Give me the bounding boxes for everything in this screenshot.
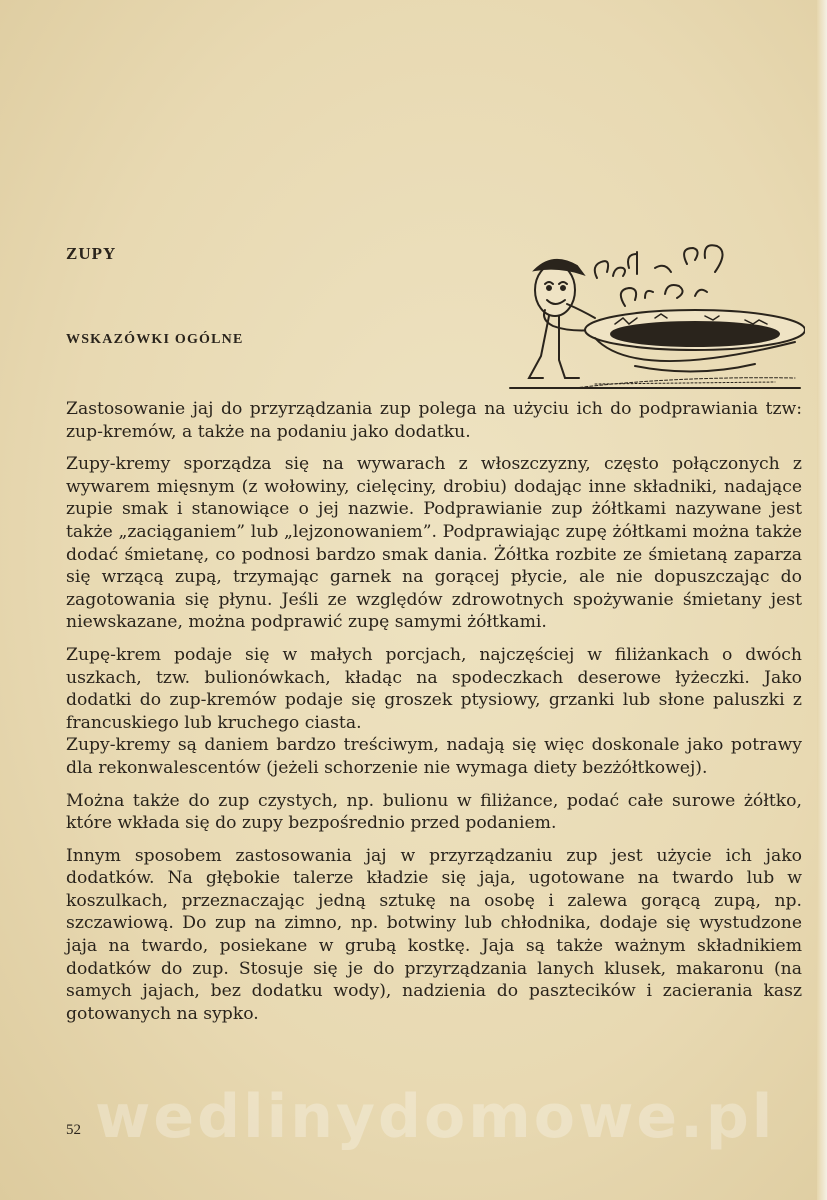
paragraph-zupy-kremy: Zupy-kremy sporządza się na wywarach z włoszczyzny, często połączonych z wywarem mięsnym (z wołowiny, cielęciny, drobiu) dodając inne składniki, nadające zupie smak i stanowiące o jej nazwie. Podprawianie zup żółtkami nazywane jest także „zaciąganiem” lub „lejzonowaniem”. Podprawiając zupę żółtkami można także dodać śmietanę, co podnosi bardzo smak dania. Żółtka rozbite ze śmietaną zaparza się wrzącą zupą, trzymając garnek na gorącej płycie, ale nie dopuszczając do zagotowania się płynu. Jeśli ze względów zdrowotnych spożywanie śmietany jest niewskazane, można podprawić zupę samymi żółtkami. bbox=[66, 454, 802, 633]
paragraph-podawanie: Zupę-krem podaje się w małych porcjach, najczęściej w filiżankach o dwóch uszkach, tzw. bulionówkach, kładąc na spodeczkach deserowe łyżeczki. Jako dodatki do zup-kremów podaje się groszek ptysiowy, grzanki lub słone paluszki z francuskiego lub kruchego ciasta. bbox=[66, 644, 802, 733]
section-title: WSKAZÓWKI OGÓLNE bbox=[66, 332, 244, 347]
page-number: 52 bbox=[66, 1122, 81, 1138]
paragraph-intro: Zastosowanie jaj do przyrządzania zup polega na użyciu ich do podprawiania tzw: zup-kremów, a także na podaniu jako dodatku. bbox=[66, 399, 802, 442]
body-text bbox=[66, 398, 802, 1035]
paragraph-dodatki: Innym sposobem zastosowania jaj w przyrządzaniu zup jest użycie ich jako dodatków. Na głębokie talerze kładzie się jaja, ugotowane na twardo lub w koszulkach, przeznaczając jedną sztukę na osobę i zalewa gorącą zupą, np. szczawiową. Do zup na zimno, np. botwiny lub chłodnika, dodaje się wystudzone jaja na twardo, posiekane w grubą kostkę. Jaja są także ważnym składnikiem dodatków do zup. Stosuje się je do przyrządzania lanych klusek, makaronu (na samych jajach, bez dodatku wody), nadzienia do pasztecików i zacierania kasz gotowanych na sypko. bbox=[66, 845, 802, 1024]
page-edge bbox=[817, 0, 827, 1200]
paragraph-rekonwalescenci: Zupy-kremy są daniem bardzo treściwym, nadają się więc doskonale jako potrawy dla rekonwalescentów (jeżeli schorzenie nie wymaga diety bezżółtkowej). bbox=[66, 735, 802, 778]
egg-character-carrying-soup-bowl-icon bbox=[505, 238, 805, 398]
paragraph-zupy-czyste: Można także do zup czystych, np. bulionu w filiżance, podać całe surowe żółtko, które wkłada się do zupy bezpośrednio przed podaniem. bbox=[66, 790, 802, 834]
chapter-title: ZUPY bbox=[66, 244, 117, 263]
watermark: wedlinydomowe.pl bbox=[95, 1082, 776, 1152]
